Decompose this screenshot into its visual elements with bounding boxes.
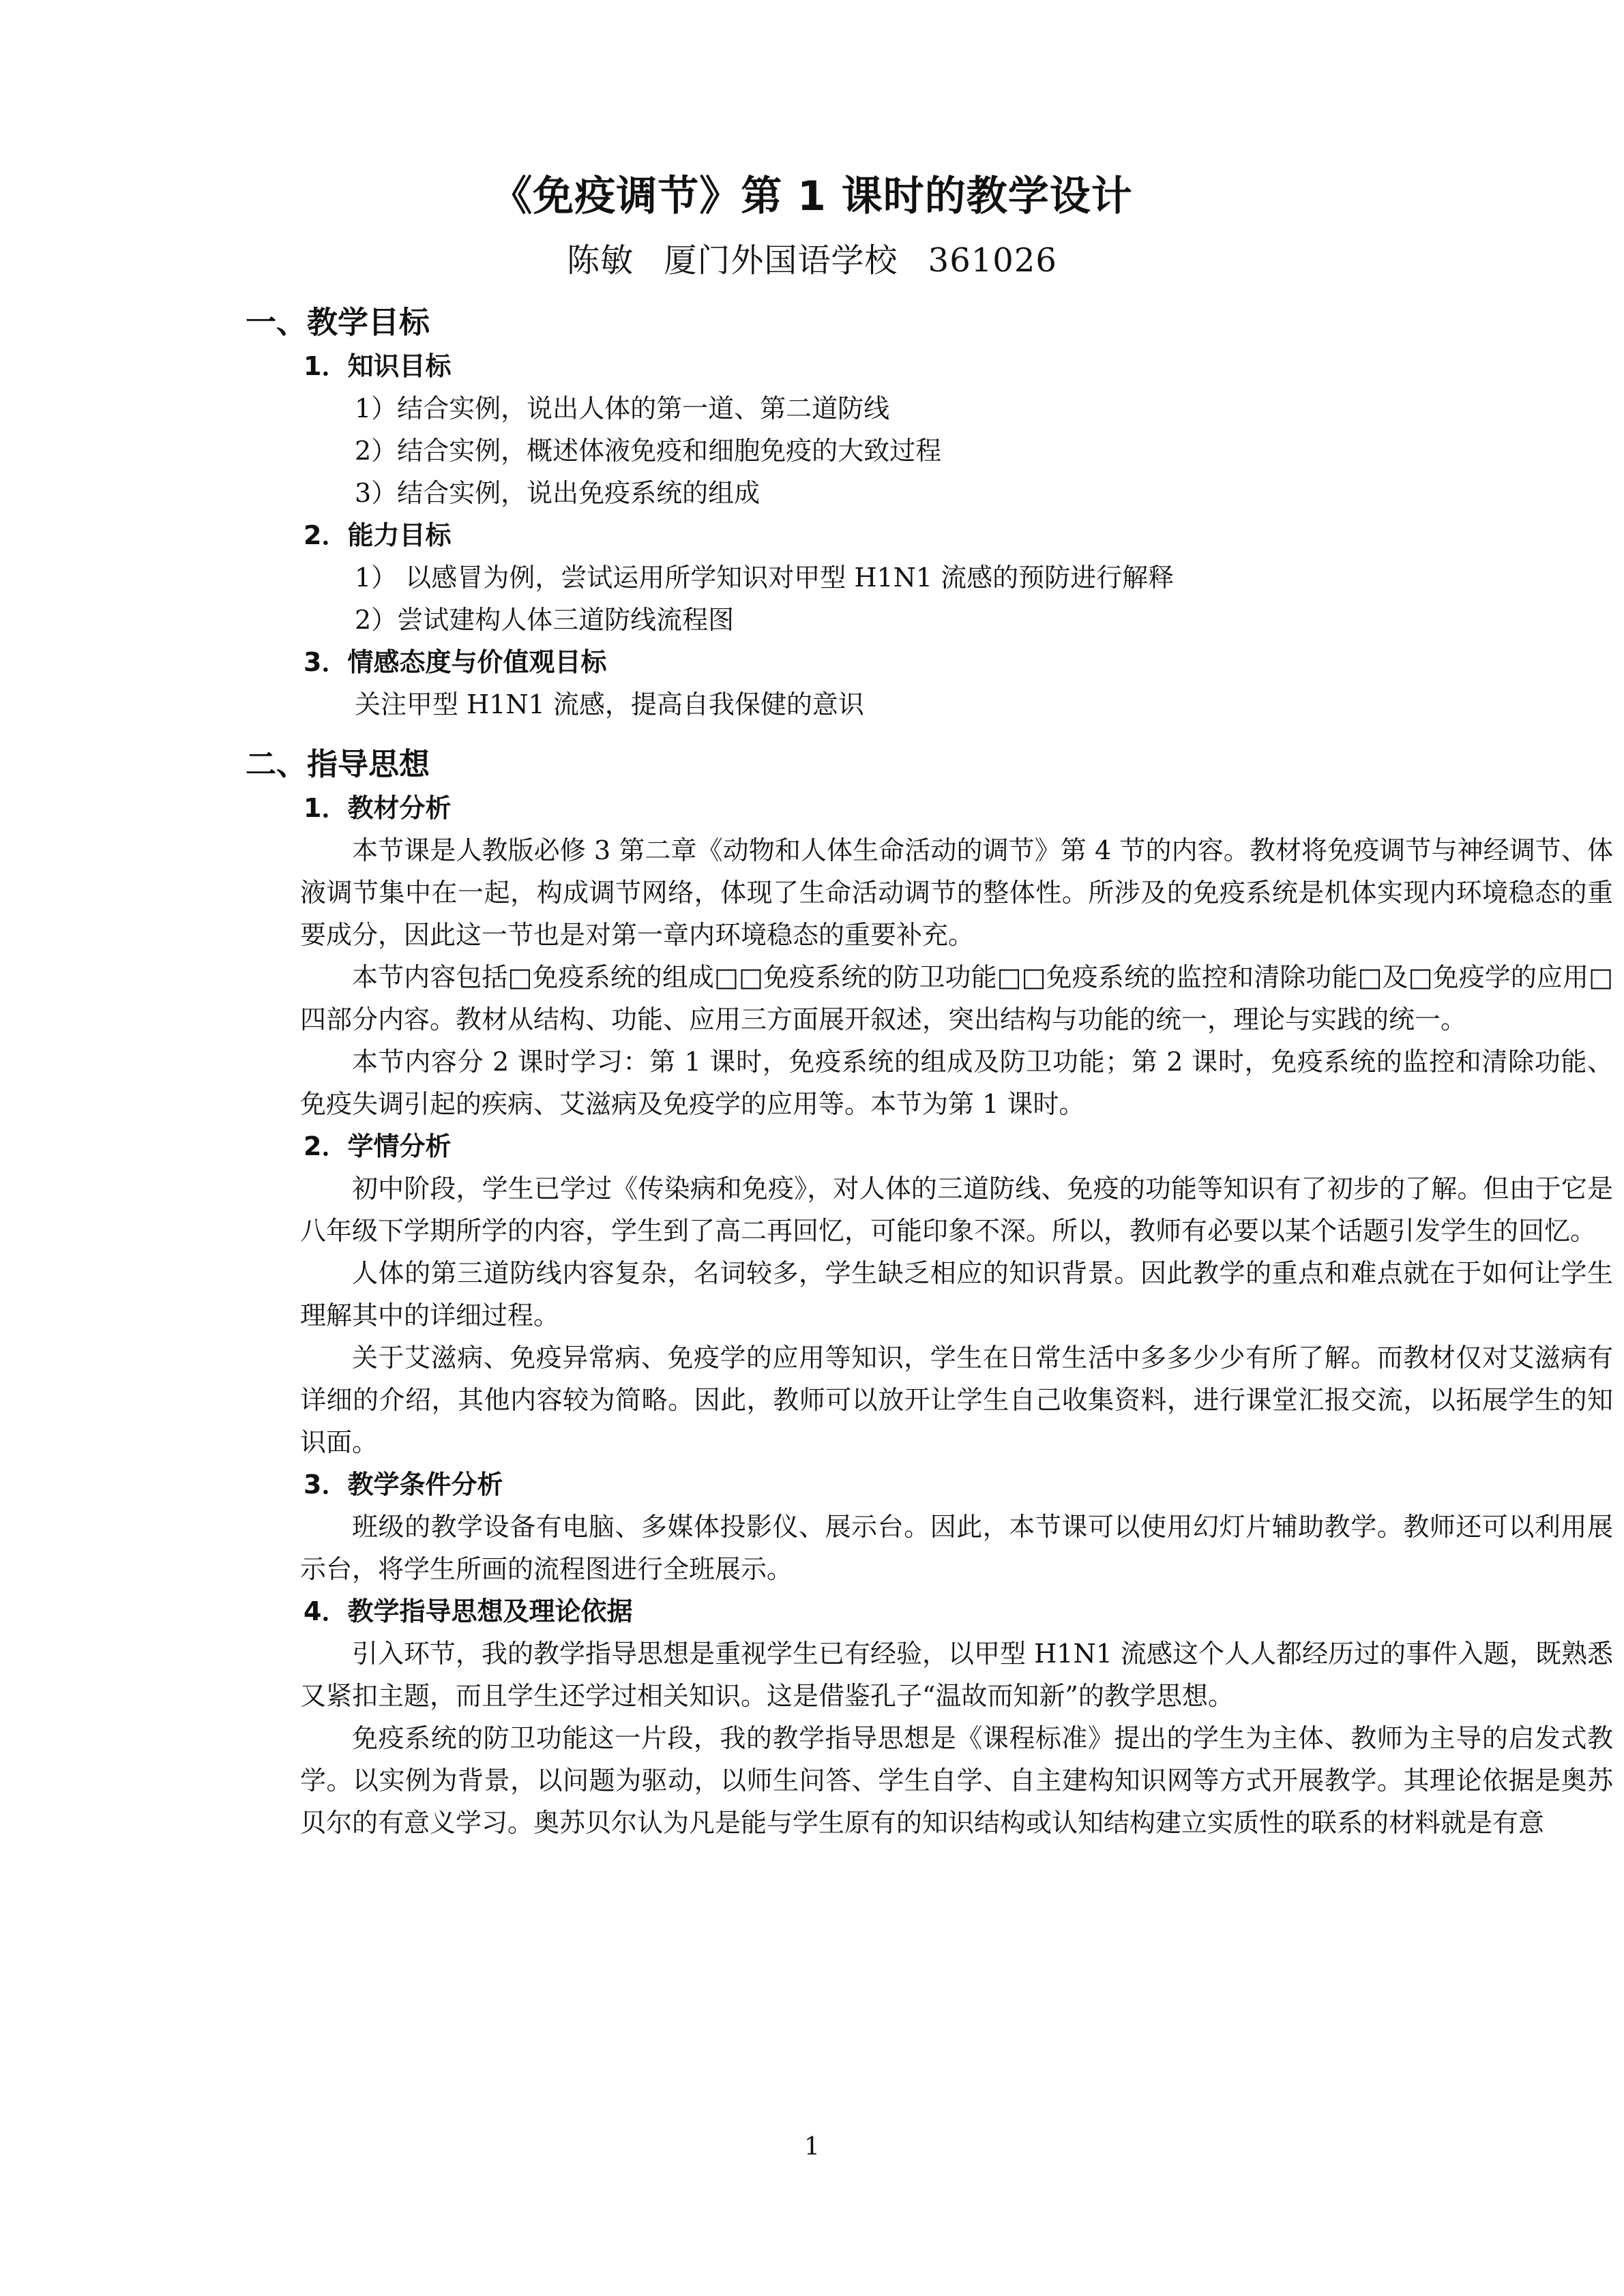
paragraph: 本节内容分 2 课时学习：第 1 课时，免疫系统的组成及防卫功能；第 2 课时，免疫系统的监控和清除功能、免疫失调引起的疾病、艾滋病及免疫学的应用等。本节为第 1 课时。 [300, 1047, 1613, 1119]
paragraph: 关于艾滋病、免疫异常病、免疫学的应用等知识，学生在日常生活中多多少少有所了解。而教材仅对艾滋病有详细的介绍，其他内容较为简略。因此，教师可以放开让学生自己收集资料，进行课堂汇报交流，以拓展学生的知识面。 [300, 1343, 1613, 1457]
list-item: 2）尝试建构人体三道防线流程图 [355, 605, 735, 635]
subsection-heading: 2．学情分析 [304, 1131, 452, 1161]
subsection-heading: 1．教材分析 [304, 793, 452, 823]
subsection-heading: 2．能力目标 [304, 520, 452, 550]
list-item: 3）结合实例，说出免疫系统的组成 [355, 478, 761, 508]
list-item: 1） 以感冒为例，尝试运用所学知识对甲型 H1N1 流感的预防进行解释 [355, 563, 1175, 593]
paragraph: 班级的教学设备有电脑、多媒体投影仪、展示台。因此，本节课可以使用幻灯片辅助教学。教师还可以利用展示台，将学生所画的流程图进行全班展示。 [300, 1512, 1613, 1584]
author-line [0, 239, 1624, 282]
document-title: 《免疫调节》第 1 课时的教学设计 [491, 173, 1133, 220]
subsection-heading: 1．知识目标 [304, 351, 452, 381]
list-item: 关注甲型 H1N1 流感，提高自我保健的意识 [355, 689, 864, 719]
list-item: 2）结合实例，概述体液免疫和细胞免疫的大致过程 [355, 436, 942, 466]
paragraph: 人体的第三道防线内容复杂，名词较多，学生缺乏相应的知识背景。因此教学的重点和难点就在于如何让学生理解其中的详细过程。 [300, 1258, 1613, 1330]
subsection-heading: 3．教学条件分析 [304, 1470, 503, 1500]
paragraph: 免疫系统的防卫功能这一片段，我的教学指导思想是《课程标准》提出的学生为主体、教师为主导的启发式教学。以实例为背景，以问题为驱动，以师生问答、学生自学、自主建构知识网等方式开展教学。其理论依据是奥苏贝尔的有意义学习。奥苏贝尔认为凡是能与学生原有的知识结构或认知结构建立实质性的联系的材料就是有意 [300, 1723, 1613, 1838]
list-item: 1）结合实例，说出人体的第一道、第二道防线 [355, 393, 890, 423]
author-school: 厦门外国语学校 [664, 241, 898, 280]
document-body [246, 300, 1613, 1844]
paragraph: 引入环节，我的教学指导思想是重视学生已有经验，以甲型 H1N1 流感这个人人都经历过的事件入题，既熟悉又紧扣主题，而且学生还学过相关知识。这是借鉴孔子“温故而知新”的教学思想。 [300, 1639, 1613, 1711]
subsection-heading: 3．情感态度与价值观目标 [304, 647, 607, 677]
paragraph: 初中阶段，学生已学过《传染病和免疫》，对人体的三道防线、免疫的功能等知识有了初步的了解。但由于它是八年级下学期所学的内容，学生到了高二再回忆，可能印象不深。所以，教师有必要以某个话题引发学生的回忆。 [300, 1174, 1613, 1246]
page-number: 1 [804, 2133, 820, 2161]
section-spacer [246, 726, 1371, 742]
paragraph: 本节内容包括□免疫系统的组成□□免疫系统的防卫功能□□免疫系统的监控和清除功能□及□免疫学的应用□四部分内容。教材从结构、功能、应用三方面展开叙述，突出结构与功能的统一，理论与实践的统一。 [300, 962, 1613, 1034]
author-name: 陈敏 [567, 241, 634, 280]
author-postcode: 361026 [928, 241, 1057, 280]
paragraph: 本节课是人教版必修 3 第二章《动物和人体生命活动的调节》第 4 节的内容。教材将免疫调节与神经调节、体液调节集中在一起，构成调节网络，体现了生命活动调节的整体性。所涉及的免疫系统是机体实现内环境稳态的重要成分，因此这一节也是对第一章内环境稳态的重要补充。 [300, 835, 1613, 950]
section-heading: 二、指导思想 [246, 746, 430, 782]
subsection-heading: 4．教学指导思想及理论依据 [304, 1596, 633, 1626]
section-heading: 一、教学目标 [246, 304, 430, 340]
